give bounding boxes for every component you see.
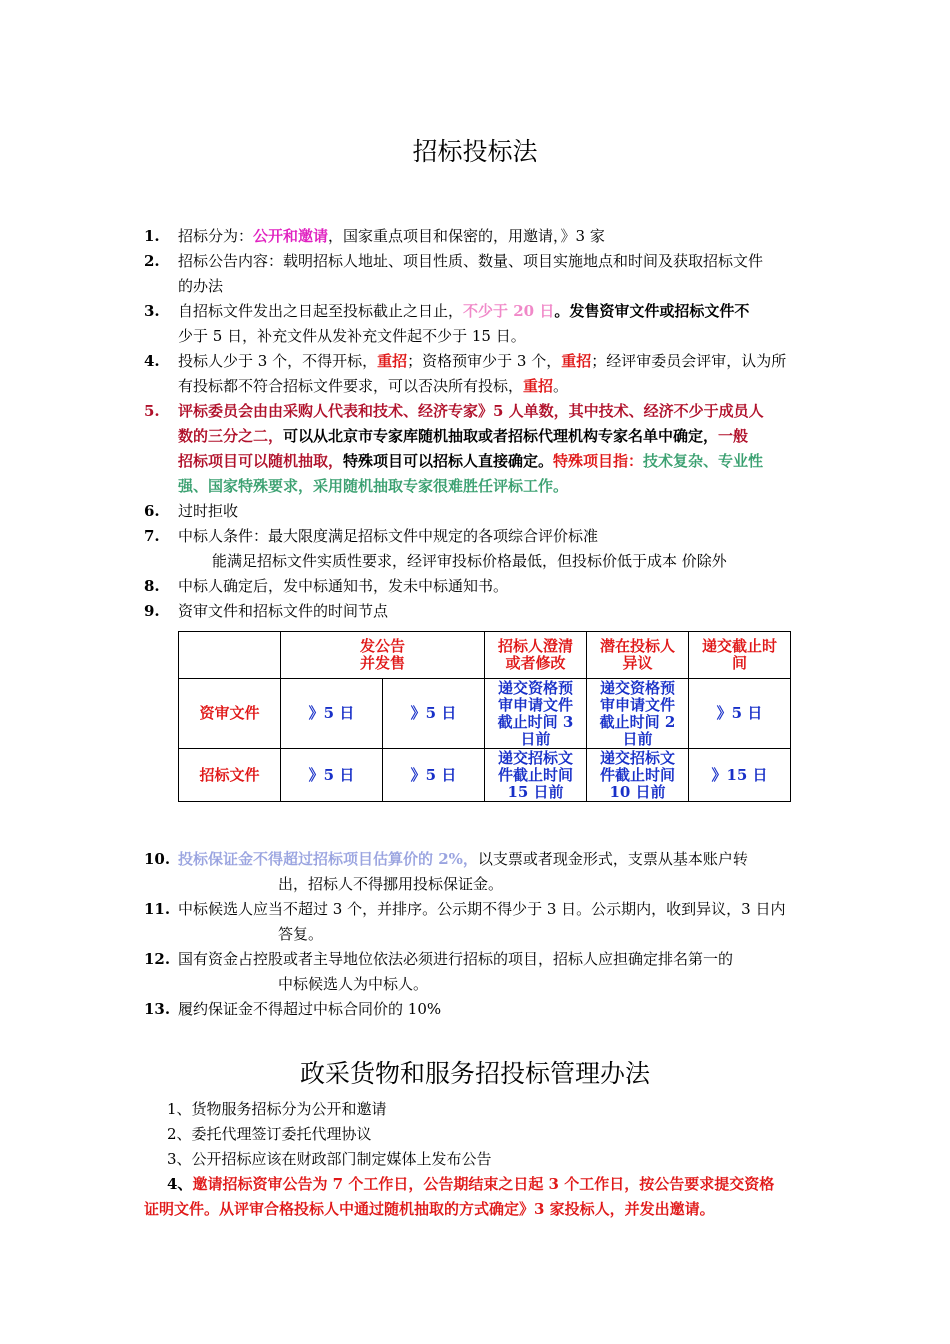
section-item-2: 2、委托代理签订委托代理协议 bbox=[167, 1125, 372, 1143]
item-number: 2. bbox=[144, 252, 160, 270]
table-cell: 递交资格预 审申请文件 截止时间 2 日前 bbox=[587, 679, 689, 749]
item-number: 1. bbox=[144, 227, 160, 245]
list-item-8: 中标人确定后，发中标通知书，发未中标通知书。 bbox=[178, 577, 509, 595]
table-cell: 》5 日 bbox=[383, 679, 485, 749]
item-text: 招标分为： bbox=[178, 227, 254, 245]
table-cell: 》5 日 bbox=[281, 749, 383, 802]
item-number: 13. bbox=[144, 1000, 171, 1018]
highlight-text: 公开和邀请 bbox=[253, 227, 329, 245]
list-item-2: 招标公告内容：载明招标人地址、项目性质、数量、项目实施地点和时间及获取招标文件 bbox=[178, 252, 764, 270]
section-item-4-cont bbox=[144, 1197, 715, 1222]
list-item-5-cont bbox=[178, 449, 763, 474]
list-item-13: 履约保证金不得超过中标合同价的 10% bbox=[178, 1000, 442, 1018]
item-number: 3. bbox=[144, 302, 160, 320]
item-number: 11. bbox=[144, 900, 171, 918]
highlight-text: 招标项目可以随机抽取， bbox=[178, 452, 344, 470]
highlight-text: 证明文件。从评审合格投标人中通过随机抽取的方式确定》3 家投标人，并发出邀请。 bbox=[144, 1200, 715, 1218]
item-number: 9. bbox=[144, 602, 160, 620]
item-text: 可以从北京市专家库随机抽取或者招标代理机构专家名单中确定， bbox=[283, 427, 719, 445]
item-text: 。发售资审文件或招标文件不 bbox=[554, 302, 750, 320]
section-title: 政采货物和服务招投标管理办法 bbox=[299, 1059, 650, 1088]
list-item-5-cont bbox=[178, 474, 568, 499]
item-text: 自招标文件发出之日起至投标截止之日止， bbox=[178, 302, 464, 320]
highlight-text: 邀请招标资审公告为 7 个工作日，公告期结束之日起 3 个工作日，按公告要求提交资格 bbox=[192, 1175, 775, 1193]
item-text: ；经评审委员会评审，认为所 bbox=[591, 352, 787, 370]
list-item-5 bbox=[178, 399, 764, 424]
item-number: 8. bbox=[144, 577, 160, 595]
table-cell: 》5 日 bbox=[383, 749, 485, 802]
list-item-7-cont: 能满足招标文件实质性要求，经评审投标价格最低，但投标价低于成本 价除外 bbox=[212, 552, 727, 570]
row-label: 招标文件 bbox=[179, 749, 281, 802]
table-header-row bbox=[179, 632, 791, 679]
item-number: 4. bbox=[144, 352, 160, 370]
table-row bbox=[179, 679, 791, 749]
highlight-text: 投标保证金不得超过招标项目估算价的 2%， bbox=[178, 850, 478, 868]
highlight-text: 强、国家特殊要求，采用随机抽取专家很难胜任评标工作。 bbox=[178, 477, 569, 495]
table-header: 潜在投标人 异议 bbox=[587, 632, 689, 679]
table-cell: 》5 日 bbox=[689, 679, 791, 749]
table-row bbox=[179, 749, 791, 802]
highlight-text: 重招 bbox=[377, 352, 408, 370]
list-item-4 bbox=[178, 349, 786, 374]
item-text: 。 bbox=[553, 377, 569, 395]
item-text: 有投标都不符合招标文件要求，可以否决所有投标， bbox=[178, 377, 524, 395]
list-item-10-cont: 出，招标人不得挪用投标保证金。 bbox=[278, 875, 504, 893]
highlight-text: 重招 bbox=[561, 352, 592, 370]
table-cell: 》5 日 bbox=[281, 679, 383, 749]
highlight-text: 一般 bbox=[718, 427, 749, 445]
list-item-5-cont bbox=[178, 424, 748, 449]
table-header: 招标人澄清 或者修改 bbox=[485, 632, 587, 679]
item-text: 以支票或者现金形式，支票从基本账户转 bbox=[477, 850, 748, 868]
item-text: 投标人少于 3 个，不得开标， bbox=[178, 352, 378, 370]
list-item-9: 资审文件和招标文件的时间节点 bbox=[178, 602, 389, 620]
table-cell: 递交招标文 件截止时间 10 日前 bbox=[587, 749, 689, 802]
list-item-2-cont: 的办法 bbox=[178, 277, 224, 295]
list-item-11: 中标候选人应当不超过 3 个，并排序。公示期不得少于 3 日。公示期内，收到异议，3 日内 bbox=[178, 900, 786, 918]
item-number: 6. bbox=[144, 502, 160, 520]
highlight-text: 技术复杂、专业性 bbox=[643, 452, 764, 470]
list-item-6: 过时拒收 bbox=[178, 502, 239, 520]
table-cell bbox=[179, 632, 281, 679]
highlight-text: 数的三分之二， bbox=[178, 427, 284, 445]
item-number: 10. bbox=[144, 850, 171, 868]
item-number: 5. bbox=[144, 402, 160, 420]
highlight-text: 重招 bbox=[523, 377, 554, 395]
item-number: 7. bbox=[144, 527, 160, 545]
highlight-text: 评标委员会由由采购人代表和技术、经济专家》5 人单数，其中技术、经济不少于成员人 bbox=[178, 402, 764, 420]
page-title: 招标投标法 bbox=[412, 137, 538, 166]
list-item-10 bbox=[178, 847, 748, 872]
table-header: 递交截止时 间 bbox=[689, 632, 791, 679]
section-item-3: 3、公开招标应该在财政部门制定媒体上发布公告 bbox=[167, 1150, 492, 1168]
table-cell: 递交资格预 审申请文件 截止时间 3 日前 bbox=[485, 679, 587, 749]
list-item-4-cont bbox=[178, 374, 568, 399]
table-header: 发公告 并发售 bbox=[281, 632, 485, 679]
section-item-1: 1、货物服务招标分为公开和邀请 bbox=[167, 1100, 387, 1118]
time-node-table bbox=[178, 631, 791, 802]
item-number: 12. bbox=[144, 950, 171, 968]
list-item-12: 国有资金占控股或者主导地位依法必须进行招标的项目，招标人应担确定排名第一的 bbox=[178, 950, 734, 968]
item-text: 特殊项目可以招标人直接确定。 bbox=[343, 452, 554, 470]
table-cell: 》15 日 bbox=[689, 749, 791, 802]
highlight-text: 不少于 20 日 bbox=[463, 302, 555, 320]
list-item-3-cont: 少于 5 日，补充文件从发补充文件起不少于 15 日。 bbox=[178, 327, 526, 345]
item-text: ，国家重点项目和保密的，用邀请，》3 家 bbox=[328, 227, 605, 245]
list-item-1 bbox=[178, 224, 605, 249]
table-cell: 递交招标文 件截止时间 15 日前 bbox=[485, 749, 587, 802]
highlight-text: 特殊项目指： bbox=[553, 452, 644, 470]
row-label: 资审文件 bbox=[179, 679, 281, 749]
item-text: 4、 bbox=[167, 1175, 193, 1193]
section-item-4 bbox=[167, 1172, 774, 1197]
list-item-11-cont: 答复。 bbox=[278, 925, 324, 943]
list-item-3 bbox=[178, 299, 749, 324]
list-item-7: 中标人条件：最大限度满足招标文件中规定的各项综合评价标准 bbox=[178, 527, 599, 545]
list-item-12-cont: 中标候选人为中标人。 bbox=[278, 975, 429, 993]
item-text: ；资格预审少于 3 个， bbox=[407, 352, 562, 370]
